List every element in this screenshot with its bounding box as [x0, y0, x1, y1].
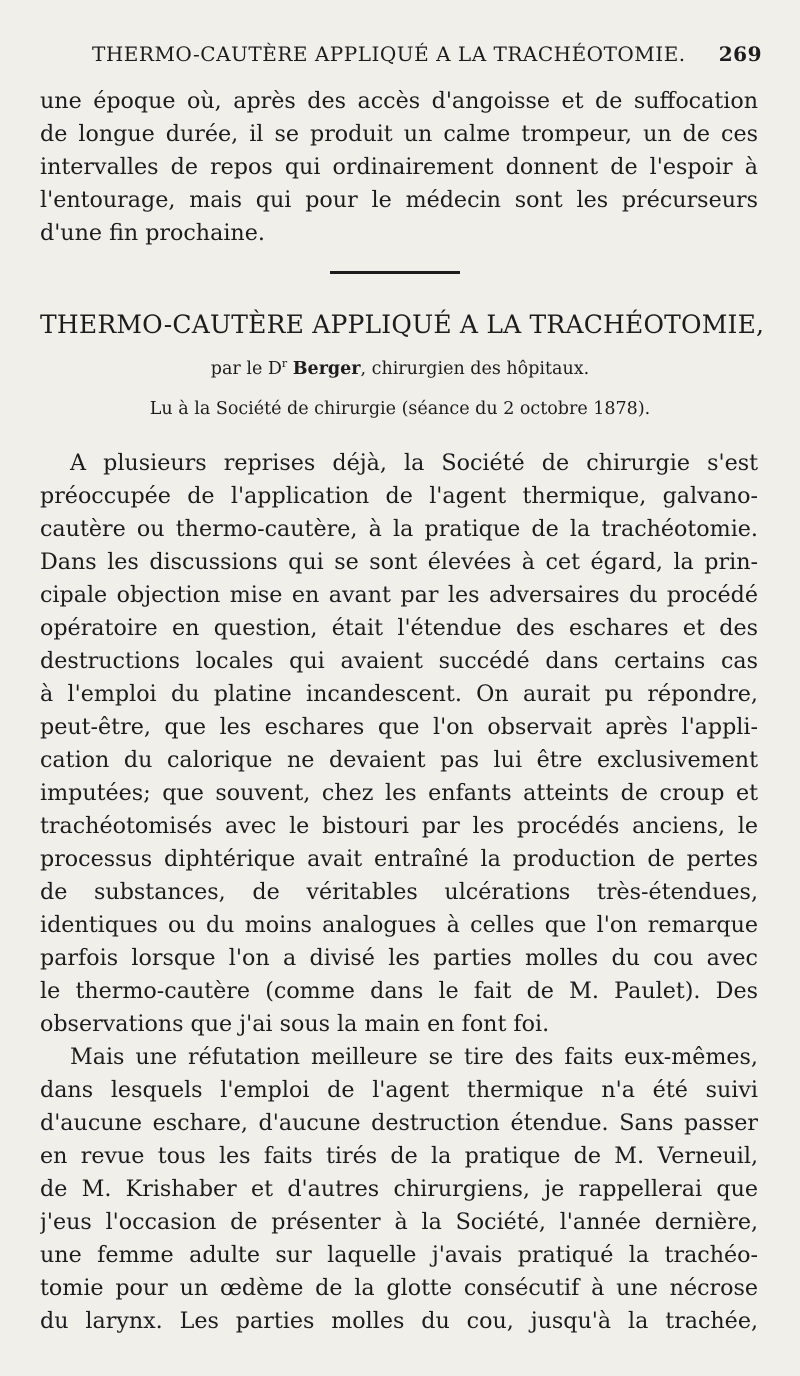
text-line: l'entourage, mais qui pour le médecin sont les précurseurs — [40, 187, 758, 213]
text-line: en revue tous les faits tirés de la pratique de M. Verneuil, — [40, 1143, 758, 1169]
paragraph-1 — [40, 447, 758, 1041]
text-line: cautère ou thermo-cautère, à la pratique de la trachéotomie. — [40, 516, 758, 542]
section-divider — [330, 271, 460, 274]
text-line: peut-être, que les eschares que l'on observait après l'appli- — [40, 714, 758, 740]
text-line: A plusieurs reprises déjà, la Société de chirurgie s'est — [70, 450, 758, 476]
author-name: Berger — [292, 358, 361, 379]
page-number: 269 — [718, 42, 762, 66]
text-line: une femme adulte sur laquelle j'avais pratiqué la trachéo- — [40, 1242, 758, 1268]
text-line: d'aucune eschare, d'aucune destruction étendue. Sans passer — [40, 1110, 758, 1136]
byline — [0, 351, 800, 382]
text-line: opératoire en question, était l'étendue des eschares et des — [40, 615, 758, 641]
text-line: le thermo-cautère (comme dans le fait de M. Paulet). Des — [40, 978, 758, 1004]
reading-note: Lu à la Société de chirurgie (séance du 2 octobre 1878). — [149, 399, 651, 419]
text-line: de substances, de véritables ulcérations très-étendues, — [40, 879, 758, 905]
byline-suffix: , chirurgien des hôpitaux. — [360, 358, 590, 379]
text-line: cipale objection mise en avant par les adversaires du procédé — [40, 582, 758, 608]
running-head-title: THERMO-CAUTÈRE APPLIQUÉ A LA TRACHÉOTOMIE. — [92, 42, 686, 66]
intro-text — [40, 85, 758, 250]
text-line: identiques ou du moins analogues à celles que l'on remarque — [40, 912, 758, 938]
text-line: Dans les discussions qui se sont élevées à cet égard, la prin- — [40, 549, 758, 575]
paragraph-2 — [40, 1041, 758, 1338]
text-line: à l'emploi du platine incandescent. On aurait pu répondre, — [40, 681, 758, 707]
text-line: dans lesquels l'emploi de l'agent thermique n'a été suivi — [40, 1077, 758, 1103]
text-line: imputées; que souvent, chez les enfants atteints de croup et — [40, 780, 758, 806]
text-line: cation du calorique ne devaient pas lui être exclusivement — [40, 747, 758, 773]
text-line: tomie pour un œdème de la glotte consécutif à une nécrose — [40, 1275, 758, 1301]
text-line: destructions locales qui avaient succédé dans certains cas — [40, 648, 758, 674]
text-line: de longue durée, il se produit un calme trompeur, un de ces — [40, 121, 758, 147]
text-line: trachéotomisés avec le bistouri par les procédés anciens, le — [40, 813, 758, 839]
text-line: préoccupée de l'application de l'agent thermique, galvano- — [40, 483, 758, 509]
byline-prefix: par le D — [210, 358, 282, 379]
text-line: de M. Krishaber et d'autres chirurgiens, je rappellerai que — [40, 1176, 758, 1202]
text-line: intervalles de repos qui ordinairement donnent de l'espoir à — [40, 154, 758, 180]
text-line: parfois lorsque l'on a divisé les parties molles du cou avec — [40, 945, 758, 971]
text-line: une époque où, après des accès d'angoisse et de suffocation — [40, 88, 758, 114]
byline-sup: r — [281, 357, 288, 370]
text-line: d'une fin prochaine. — [40, 220, 265, 246]
text-line: Mais une réfutation meilleure se tire des faits eux-mêmes, — [70, 1044, 758, 1070]
text-line: processus diphtérique avait entraîné la production de pertes — [40, 846, 758, 872]
running-head — [92, 42, 762, 76]
text-line: observations que j'ai sous la main en font foi. — [40, 1011, 550, 1037]
text-line: du larynx. Les parties molles du cou, jusqu'à la trachée, — [40, 1308, 758, 1334]
article-title: THERMO-CAUTÈRE APPLIQUÉ A LA TRACHÉOTOMIE, — [40, 310, 765, 339]
text-line: j'eus l'occasion de présenter à la Société, l'année dernière, — [40, 1209, 758, 1235]
